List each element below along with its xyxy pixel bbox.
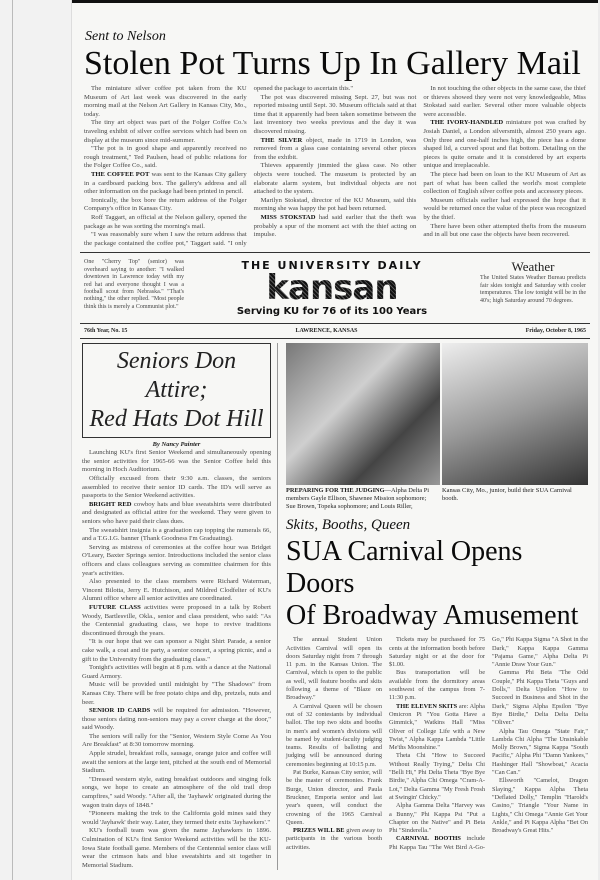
paragraph-text: will be required for admission. "However, those seniors dating non-seniors may pay a cover charge at the door," said Woody. <box>82 707 271 732</box>
seniors-body <box>82 449 271 870</box>
paragraph-text: Bus transportation will be available from the dormitory areas southwest of the campus from 7-11:30 p.m. <box>389 669 485 702</box>
paragraph <box>82 827 271 870</box>
byline: By Nancy Painter <box>152 441 201 449</box>
paragraph-text: Also presented to the class members were Richard Waterman, Vincent Bilotta, Jerry E. Hutchison, and Mildred Clodfelter of KU's Alumni office where all senior activities are coordinated. <box>82 578 271 603</box>
right-column <box>286 343 588 870</box>
paragraph-text: Serving as mistress of ceremonies at the coffee hour was Bridget O'Leary, Baxter Springs senior. Introductions included the senior class officers and class colleagues serving as committee chairmen for this year's activities. <box>82 543 271 577</box>
weather-box <box>480 259 586 305</box>
paragraph-text: Tonight's activities will begin at 8 p.m. with a dance at the National Guard Armory. <box>82 664 271 680</box>
photo-caption <box>286 487 588 511</box>
paragraph <box>389 669 485 702</box>
paragraph <box>84 85 247 119</box>
paragraph-text: Roff Taggart, an official at the Nelson gallery, opened the package as he was sorting the morning's mail. <box>84 213 247 230</box>
paragraph <box>84 197 247 214</box>
top-story-kicker: Sent to Nelson <box>85 29 166 44</box>
paragraph-text: was sent to the Kansas City gallery in a cardboard packing box. The gallery's address and all other information on the package had been printed in pencil. <box>84 170 247 196</box>
paragraph <box>82 776 271 810</box>
paragraph-text: had said earlier that the theft was probably a spur of the moment act with the thief acting on impulse. <box>253 213 417 239</box>
paragraph-lead: BRIGHT RED <box>89 500 132 508</box>
page-margin <box>0 0 72 880</box>
lower-section <box>80 343 590 870</box>
paragraph <box>82 449 271 475</box>
divider <box>80 338 590 339</box>
paragraph-text: A Carnival Queen will be chosen out of 32 contestants by individual ballot. The top two skits and booths in men's and women's divisions will be named by student-faculty judging teams. Results of balloting and judging will be announced during ceremonies beginning at 10:15 p.m. <box>286 702 382 768</box>
paragraph <box>286 703 382 769</box>
photo-group <box>286 343 588 485</box>
paragraph <box>254 162 417 196</box>
paragraph-text: miniature pot was crafted by Josiah Daniel, a London silversmith, almost 250 years ago. Only three and one-half inches high, the piece has a dome shaped lid, a curved spout and flat bottom. Detailing on the pieces is quite ornate and it is considered by art experts unique and irreplaceable. <box>423 119 586 170</box>
paragraph-text: "Pioneers making the trek to the California gold mines said they would 'Jayhawk' their way. Later, they termed their exits 'Jayhawkers'." <box>82 810 271 826</box>
seniors-headline-2: Red Hats Dot Hill <box>89 406 264 433</box>
paragraph-text: The sweatshirt insignia is a graduation cap topping the numerals 66, and a T.G.I.G. banner (Thank Goodness I'm Graduating). <box>82 526 271 543</box>
paragraph-text: In not touching the other objects in the same case, the thief or thieves showed they were not very knowledgeable, Miss Stokstad said earlier. Several other more valuable objects were accessible. <box>423 85 586 118</box>
paragraph <box>492 728 588 778</box>
paragraph-lead: MISS STOKSTAD <box>260 213 316 221</box>
caption-lead: PREPARING FOR THE JUDGING <box>286 487 385 495</box>
paragraph <box>82 604 271 638</box>
paragraph <box>82 578 271 604</box>
paragraph-lead: THE SILVER <box>260 136 303 144</box>
paragraph-lead: THE ELEVEN SKITS <box>396 702 458 710</box>
carnival-body <box>286 636 588 852</box>
paragraph-text: activities were proposed in a talk by Robert Woody, Bartlesville, Okla., senior and class president, who said: "As the Centennial graduating class, we hope to revive traditions discontinued through the years. <box>82 603 271 637</box>
paragraph <box>82 707 271 733</box>
masthead <box>80 257 590 319</box>
paragraph-text: "Dressed western style, eating breakfast outdoors and singing folk songs, we hope to create an atmosphere of the old trail drop campfires," said Woody. "After all, the 'Jayhawk' originated during the wagon train days of 1848." <box>82 775 271 809</box>
masthead-logo <box>223 259 441 317</box>
paragraph-text: Tickets may be purchased for 75 cents at the information booth before Saturday night or at the door for $1.00. <box>389 636 485 669</box>
paragraph-text: The annual Student Union Activities Carnival will open its doors Saturday night from 7 through 11 p.m. in the Kansas Union. The Carnival, which is open to the public as well, will feature booths and skits following a theme of "Blaze on Broadway." <box>286 636 382 702</box>
paragraph <box>84 214 247 231</box>
paragraph-lead: THE COFFEE POT <box>91 170 150 178</box>
weather-title: Weather <box>511 259 555 275</box>
paragraph-lead: PRIZES WILL BE <box>293 827 345 835</box>
paragraph-text: The piece had been on loan to the KU Museum of Art as part of what has been called the world's most complete collection of English silver coffee pots and accessory pieces. <box>423 170 586 196</box>
newspaper-page <box>72 0 598 880</box>
paragraph-text: Alpha Gamma Delta "Harvey was a Bunny," Phi Kappa Psi "Put a Chapter on the Native" and Pi Beta Phi "Sinderella." <box>389 802 485 835</box>
paragraph <box>84 171 247 197</box>
dateline <box>80 328 590 334</box>
paragraph <box>82 501 271 527</box>
paragraph-text: KU's football team was given the name Jayhawkers in 1896. Culmination of KU's first Senior Weekend activities will be the KU-Iowa State football game. Members of the Centennial senior class will wear the crimson hats and blue sweatshirts and sit together in Memorial Stadium. <box>82 827 271 869</box>
paragraph <box>423 197 586 223</box>
divider <box>80 323 590 324</box>
paragraph <box>492 777 588 835</box>
paragraph <box>254 197 417 214</box>
paragraph-text: Apple strudel, breakfast rolls, sausage, orange juice and coffee will await the seniors at the large tent, pitched at the south end of Memorial Stadium. <box>82 750 271 775</box>
carnival-headline-2: Of Broadway Amusement <box>286 600 579 632</box>
issue-date: Friday, October 8, 1965 <box>525 328 586 335</box>
paragraph <box>423 171 586 197</box>
paragraph <box>389 636 485 669</box>
seniors-column <box>82 343 278 870</box>
paragraph-text: "It is our hope that we can sponsor a Night Shirt Parade, a senior cake walk, a coat and tie party, a senior concert, a spring picnic, and a gift to the University from the graduating class." <box>82 638 271 663</box>
paragraph <box>286 769 382 827</box>
paragraph-text: object, made in 1719 in London, was removed from a glass case containing several other pieces from the exhibit. <box>253 136 417 161</box>
paragraph-lead: FUTURE CLASS <box>89 603 141 611</box>
paragraph-text: "The pot is in good shape and apparently received no rough treatment," Ted Paulsen, head of public relations for the Folger Coffee Co., said. <box>84 145 247 170</box>
paragraph <box>389 802 485 835</box>
divider <box>80 252 590 253</box>
paragraph <box>82 810 271 827</box>
paragraph <box>286 827 382 852</box>
paragraph-lead: SENIOR ID CARDS <box>89 707 151 715</box>
paragraph-text: There have been other attempted thefts from the museum and in all but one case the objects have been recovered. <box>423 222 586 239</box>
volume-number: 76th Year, No. 15 <box>84 328 128 335</box>
place: LAWRENCE, KANSAS <box>295 328 358 335</box>
paragraph-text: Thieves apparently jimmied the glass case. No other objects were touched. The museum is protected by an elaborate alarm system, but individual objects are not attached to the system. <box>253 162 417 196</box>
paragraph <box>82 733 271 750</box>
paragraph-lead: THE IVORY-HANDLED <box>430 119 504 127</box>
paragraph-text: include Phi Kappa Tau "The Wet Bird A-Go-Go," Phi Kappa Sigma "A Shot in the Dark," Kappa Kappa Gamma "Pajama Game," Alpha Delta Pi "Annie Draw Your Gun." <box>389 636 588 851</box>
paragraph-text: Museum officials earlier had expressed the hope that it would be returned once the value of the piece was recognized by the thief. <box>423 196 586 221</box>
photo-right <box>442 343 588 485</box>
paragraph-text: Ellsworth "Camelot, Dragon Slaying," Kappa Alpha Theta "Deflated Dolly," Templin "Harold's Casino," Triangle "Your Name in Lights," Chi Omega "Annie Get Your Ankle," and Pi Kappa Alpha "Bet On Broadway's Great Hits." <box>492 777 588 835</box>
paragraph <box>84 119 247 145</box>
paragraph-text: cowboy hats and blue sweatshirts were distributed and designated as official attire for the weekend. They were given to seniors who have paid their class dues. <box>82 500 271 526</box>
top-story-headline: Stolen Pot Turns Up In Gallery Mail <box>84 45 581 82</box>
paragraph <box>82 638 271 664</box>
carnival-headline-1: SUA Carnival Opens Doors <box>286 536 523 600</box>
paragraph-text: The tiny art object was part of the Folger Coffee Co.'s traveling exhibit of silver coffee services which had been on display at the museum since mid-summer. <box>84 119 247 144</box>
paragraph <box>82 664 271 681</box>
weather-text: The United States Weather Bureau predicts fair skies tonight and Saturday with cooler temperatures. The low tonight will be in the 40's; high Saturday around 70 degrees. <box>480 275 586 304</box>
paragraph-text: Ironically, the box bore the return address of the Folger Company's office in Kansas City. <box>84 196 247 213</box>
masthead-name: kansan <box>223 272 441 304</box>
masthead-line1: THE UNIVERSITY DAILY <box>241 259 423 273</box>
seniors-headline-1: Seniors Don Attire; <box>116 348 237 404</box>
paragraph-text: Launching KU's first Senior Weekend and simultaneously opening the senior activities for 1965-66 was the Senior Coffee held this morning in Hoch Auditorium. <box>82 449 271 474</box>
paragraph <box>423 223 586 240</box>
paragraph-text: Gamma Phi Beta "The Odd Couple," Phi Kappa Theta "Guys and Dolls," Delta Upsilon "How to Succeed in Business and Shot in the Dark," Sigma Alpha Epsilon "Bye Bye Birdie," Delta Delta Delta "Oliver." <box>492 669 588 727</box>
paragraph <box>492 669 588 727</box>
paragraph <box>389 752 485 802</box>
carnival-kicker: Skits, Booths, Queen <box>286 517 411 534</box>
ear-note: One "Cherry Top" (senior) was overheard saying to another: "I walked downtown in Lawrence today with my red hat and everyone thought I was a football scout from Nebraska." "That's nothing," the other replied. "Most people think this is merely a Communist plot." <box>84 259 184 310</box>
paragraph <box>423 85 586 119</box>
photo-left <box>286 343 440 485</box>
paragraph-text: given away to participants in the various booth activities. <box>286 827 382 851</box>
paragraph-text: Pat Burke, Kansas City senior, will be the master of ceremonies. Frank Burge, Union director, and Paula Bruckner, Emporia senior and last year's queen, will conduct the crowning of the 1965 Carnival Queen. <box>286 769 382 826</box>
paragraph-text: Alpha Tau Omega "State Fair," Lambda Chi Alpha "The Unsinkable Molly Brown," Sigma Kappa "South Pacific," Alpha Phi "Damn Yankees," Hashinger Hall "Showboat," Acacia "Can Can." <box>492 727 588 777</box>
paragraph <box>82 681 271 707</box>
seniors-headline-box <box>82 343 271 438</box>
paragraph <box>254 94 417 137</box>
paragraph-text: The pot was discovered missing Sept. 27, but was not reported missing until Sept. 30. Museum officials said at that time that it apparently had been taken sometime between the last inventory two weeks previous and the day it was discovered missing. <box>253 93 417 135</box>
paragraph-text: Music will be provided until midnight by "The Shadows" from Kansas City. There will be free potato chips and dip, pretzels, nuts and beer. <box>82 681 271 706</box>
paragraph <box>254 137 417 163</box>
paragraph <box>389 703 485 753</box>
paragraph-text: The seniors will rally for the "Senior, Western Style Come As You Are Breakfast" at 8:30 tomorrow morning. <box>82 732 271 749</box>
masthead-slogan: Serving KU for 76 of its 100 Years <box>236 306 428 318</box>
paragraph-text: The miniature silver coffee pot taken from the KU Museum of Art last week was discovered in the early morning mail at the Nelson Art Gallery in Kansas City, Mo., today. <box>84 85 247 118</box>
paragraph-text: Theta Chi "How to Succeed Without Really Trying," Delta Chi "Belli Hi," Phi Delta Theta "Bye Bye Birdie," Alpha Chi Omega "Cram-A-Lot," Delta Gamma "My Fresh Frosh at Swingin' Chicky." <box>389 752 485 801</box>
paragraph <box>84 145 247 171</box>
paragraph-lead: CARNIVAL BOOTHS <box>396 835 461 843</box>
paragraph <box>82 750 271 776</box>
paragraph-text: "I was reasonably sure when I saw the return address that the package contained the coffee pot," Taggart said. "I only opened the package to ascertain this." <box>84 85 354 247</box>
paragraph-text: Marilyn Stokstad, director of the KU Museum, said this morning she was happy the pot had been returned. <box>253 196 417 213</box>
paragraph <box>82 475 271 501</box>
top-story-body <box>80 83 590 248</box>
caption-text: —Alpha Delta Pi members Gayle Ellison, Shawnee Mission sophomore; Sue Brown, Topeka sophomore; and Louis Riller, Kansas City, Mo., junior, build their SUA Carnival booth. <box>286 487 572 511</box>
paragraph-text: are: Alpha Omicron Pi "You Gotta Have a Gimmick," Watkins Hall "Miss Oliver of College Life with a New Twist," Alpha Kappa Lambda "Little Me'ths Moonshine." <box>389 702 485 752</box>
paragraph <box>254 214 417 240</box>
paragraph <box>423 119 586 171</box>
paragraph-text: Officially excused from their 9:30 a.m. classes, the seniors assembled to receive their senior ID cards. The ID's will serve as passports to the Senior Weekend activities. <box>82 475 271 500</box>
paragraph <box>286 636 382 702</box>
paragraph <box>82 527 271 544</box>
paragraph <box>82 544 271 578</box>
